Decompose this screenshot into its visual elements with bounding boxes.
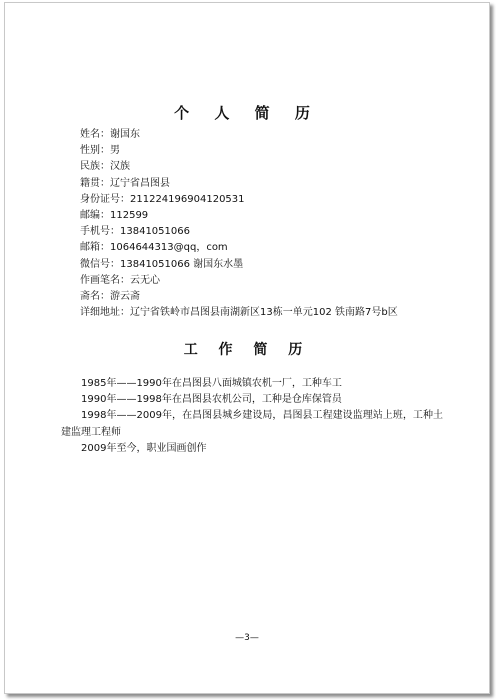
info-wechat: 微信号：13841051066 谢国东水墨: [80, 258, 244, 270]
resume-title: 个 人 简 历: [174, 104, 320, 122]
work-item: 1998年——2009年，在昌图县城乡建设局，昌图县工程建设监理站上班，工种土建监理工程师: [61, 410, 443, 438]
info-native-place: 籍贯：辽宁省昌图县: [80, 177, 170, 189]
work-item: 2009年至今，职业国画创作: [81, 442, 207, 454]
personal-info-list: [80, 127, 398, 321]
info-phone: 手机号：13841051066: [80, 226, 190, 238]
page-number: —3—: [235, 633, 259, 643]
info-gender: 性别：男: [80, 145, 120, 157]
info-ethnicity: 民族：汉族: [80, 161, 130, 173]
work-history-title: 工 作 简 历: [183, 342, 311, 358]
info-pen-name: 作画笔名：云无心: [80, 274, 160, 286]
info-studio-name: 斋名：游云斋: [80, 291, 140, 303]
work-item: 1985年——1990年在昌图县八面城镇农机一厂，工种车工: [81, 378, 342, 389]
work-item: 1990年——1998年在昌图县农机公司，工种是仓库保管员: [81, 394, 342, 406]
document-page: [4, 2, 490, 694]
info-name: 姓名：谢国东: [80, 129, 140, 140]
work-history-list: [61, 376, 443, 457]
info-email: 邮箱：1064644313@qq，com: [80, 242, 228, 254]
info-id-number: 身份证号：211224196904120531: [80, 193, 245, 205]
info-postcode: 邮编：112599: [80, 210, 149, 222]
info-address: 详细地址：辽宁省铁岭市昌图县南湖新区13栋一单元102 铁南路7号b区: [80, 307, 398, 319]
